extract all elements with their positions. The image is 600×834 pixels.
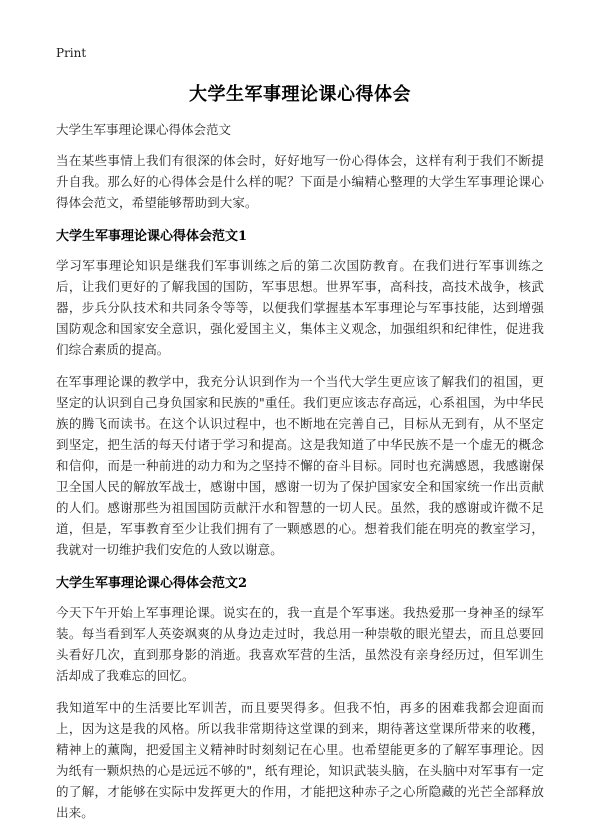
article-subtitle: 大学生军事理论课心得体会范文 bbox=[56, 122, 232, 137]
section-1-paragraph-2: 在军事理论课的教学中，我充分认识到作为一个当代大学生更应该了解我们的祖国，更坚定的认识到自己身负国家和民族的"重任。我们更应该志存高远，心系祖国，为中华民族的腾飞而读书。在这个认识过程中，也不断地在完善自己，目标从无到有，从不坚定到坚定，把生活的每天付诸于学习和提高。这是我知道了中华民族不是一个虚无的概念和信仰，而是一种前进的动力和为之坚持不懈的奋斗目标。同时也充满感恩，我感谢保卫全国人民的解放军战士，感谢中国，感谢一切为了保护国家安全和国家统一作出贡献的人们。感谢那些为祖国国防贡献汗水和智慧的一切人民。虽然，我的感谢或许微不足道，但是，军事教育至少让我们拥有了一颗感恩的心。想着我们能在明亮的教室学习，我就对一切维护我们安危的人致以谢意。 bbox=[56, 374, 544, 557]
article-body bbox=[56, 120, 544, 834]
section-heading-1: 大学生军事理论课心得体会范文1 bbox=[56, 229, 248, 244]
page-title: 大学生军事理论课心得体会 bbox=[189, 84, 411, 105]
section-1-paragraph-1: 学习军事理论知识是继我们军事训练之后的第二次国防教育。在我们进行军事训练之后，让我们更好的了解我国的国防，军事思想。世界军事，高科技，高技术战争，核武器，步兵分队技术和共同条令等等，以便我们掌握基本军事理论与军事技能，达到增强国防观念和国家安全意识，强化爱国主义，集体主义观念，加强组织和纪律性，促进我们综合素质的提高。 bbox=[56, 258, 544, 357]
print-link[interactable]: Print bbox=[56, 46, 87, 60]
intro-paragraph: 当在某些事情上我们有很深的体会时，好好地写一份心得体会，这样有利于我们不断提升自我。那么好的心得体会是什么样的呢？下面是小编精心整理的大学生军事理论课心得体会范文，希望能够帮助到大家。 bbox=[56, 153, 544, 210]
section-2-paragraph-2: 我知道军中的生活要比军训苦，而且要哭得多。但我不怕，再多的困难我都会迎面而上，因为这是我的风格。所以我非常期待这堂课的到来，期待著这堂课所带来的收穫，精神上的薰陶，把爱国主义精神时时刻刻记在心里。也希望能更多的了解军事理论。因为纸有一颗炽热的心是远远不够的"，纸有理论，知识武装头脑，在头脑中对军事有一定的了解，才能够在实际中发挥更大的作用，才能把这种赤子之心所隐藏的光芒全部释放出来。 bbox=[56, 700, 544, 820]
section-heading-2: 大学生军事理论课心得体会范文2 bbox=[56, 576, 248, 591]
section-2-paragraph-1: 今天下午开始上军事理论课。说实在的，我一直是个军事迷。我热爱那一身神圣的绿军装。每当看到军人英姿飒爽的从身边走过时，我总用一种崇敬的眼光望去，而且总要回头看好几次，直到那身影的消逝。我喜欢军营的生活，虽然没有亲身经历过，但军训生活却成了我难忘的回忆。 bbox=[56, 605, 544, 683]
